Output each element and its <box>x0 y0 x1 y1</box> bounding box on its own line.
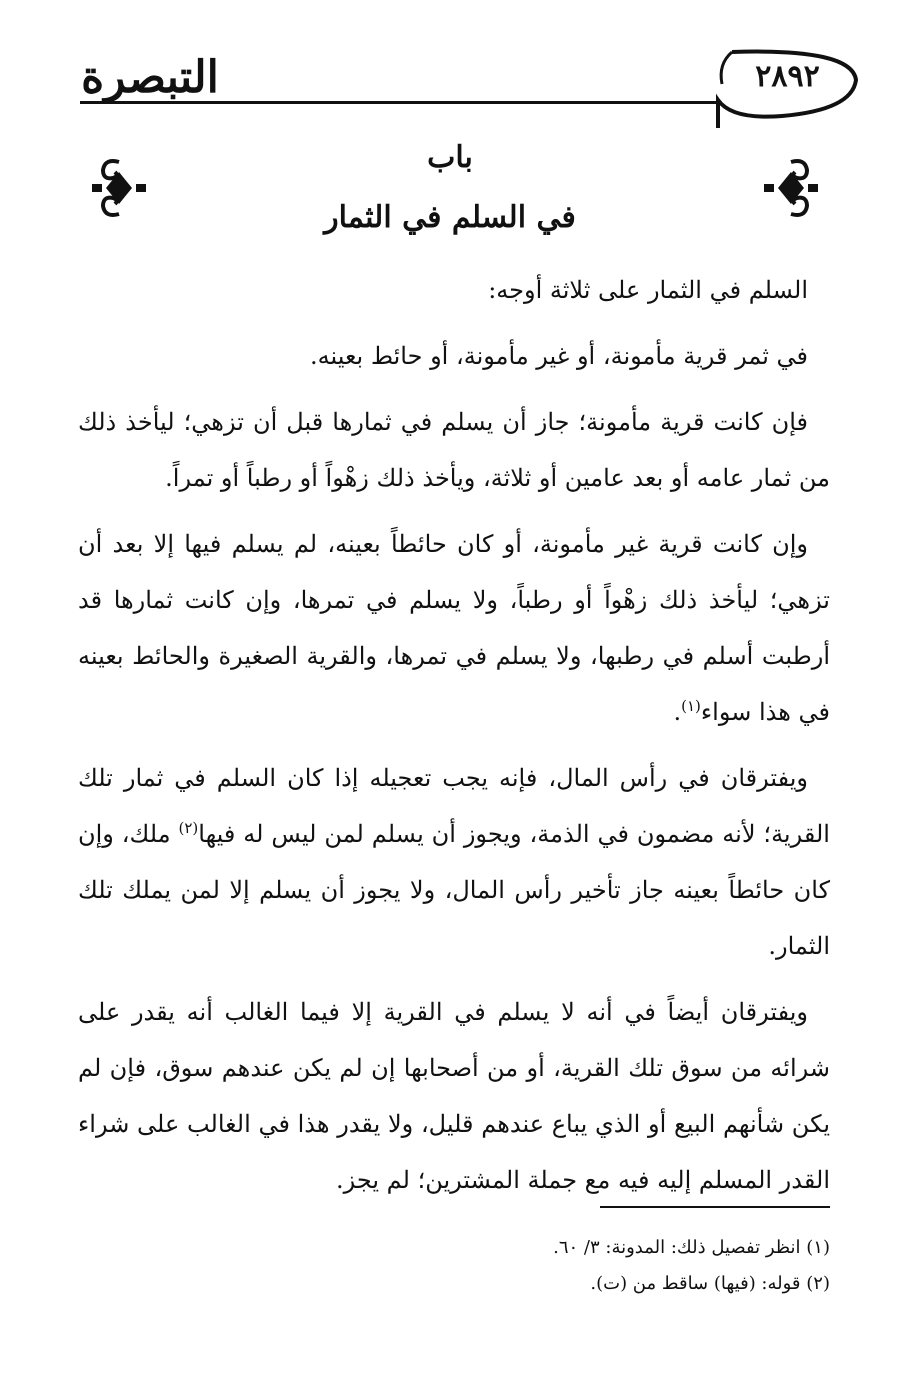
paragraph: السلم في الثمار على ثلاثة أوجه: <box>488 276 808 304</box>
paragraph: في ثمر قرية مأمونة، أو غير مأمونة، أو حائط بعينه. <box>309 342 808 370</box>
paragraph: وإن كانت قرية غير مأمونة، أو كان حائطاً بعينه، لم يسلم فيها إلا بعد أن تزهي؛ ليأخذ ذلك زهْواً أو رطباً، ولا يسلم في تمرها، وإن كانت ثمارها قد أرطبت أسلم في رطبها، ولا يسلم في تمرها، والقرية الصغيرة والحائط بعينه في هذا سواء$^{(١)}$. <box>78 530 830 726</box>
page-number: ٢٨٩٢ <box>755 59 820 94</box>
paragraph: ويفترقان أيضاً في أنه لا يسلم في القرية إلا فيما الغالب أنه يقدر على شرائه من سوق تلك القرية، أو من أصحابها إن لم يكن عندهم سوق، فإن لم يكن شأنهم البيع أو الذي يباع عندهم قليل، ولا يقدر هذا في الغالب على شراء القدر المسلم إليه فيه مع جملة المشترين؛ لم يجز. <box>78 998 831 1194</box>
footnote: (٢) قوله: (فيها) ساقط من (ت). <box>590 1273 830 1294</box>
footnote-mark: (١) <box>681 697 701 715</box>
paragraph: فإن كانت قرية مأمونة؛ جاز أن يسلم في ثمارها قبل أن تزهي؛ ليأخذ ذلك من ثمار عامه أو بعد عامين أو ثلاثة، ويأخذ ذلك زهْواً أو رطباً أو تمراً. <box>78 408 830 492</box>
chapter-label: باب <box>427 140 473 175</box>
body-text <box>78 262 830 1218</box>
paragraph <box>78 750 830 974</box>
header-rule <box>80 101 720 104</box>
chapter-title: في السلم في الثمار <box>324 200 576 235</box>
ornament-right-icon <box>760 152 822 224</box>
paragraph-text: ملك، وإن كان حائطاً بعينه جاز تأخير رأس المال، ولا يجوز أن يسلم إلا لمن يملك تلك الثمار. <box>78 820 830 960</box>
paragraph-text: ويفترقان في رأس المال، فإنه يجب تعجيله إذا كان السلم في ثمار تلك القرية؛ لأنه مضمون في الذمة، ويجوز أن يسلم لمن ليس له فيها <box>78 764 830 848</box>
running-title: التبصرة <box>81 52 219 103</box>
footnotes <box>78 1230 830 1302</box>
paragraph-text: وإن كانت قرية غير مأمونة، أو كان حائطاً بعينه، لم يسلم فيها إلا بعد أن تزهي؛ ليأخذ ذلك زهْواً أو رطباً، ولا يسلم في تمرها، وإن كانت ثمارها قد أرطبت أسلم في رطبها، ولا يسلم في تمرها، والقرية الصغيرة والحائط بعينه في هذا سواء <box>78 530 830 726</box>
footnote: (١) انظر تفصيل ذلك: المدونة: ٣/ ٦٠. <box>553 1237 830 1258</box>
footnote-mark: (٢) <box>178 819 199 837</box>
footnote-rule <box>600 1206 830 1208</box>
ornament-left-icon <box>88 152 150 224</box>
